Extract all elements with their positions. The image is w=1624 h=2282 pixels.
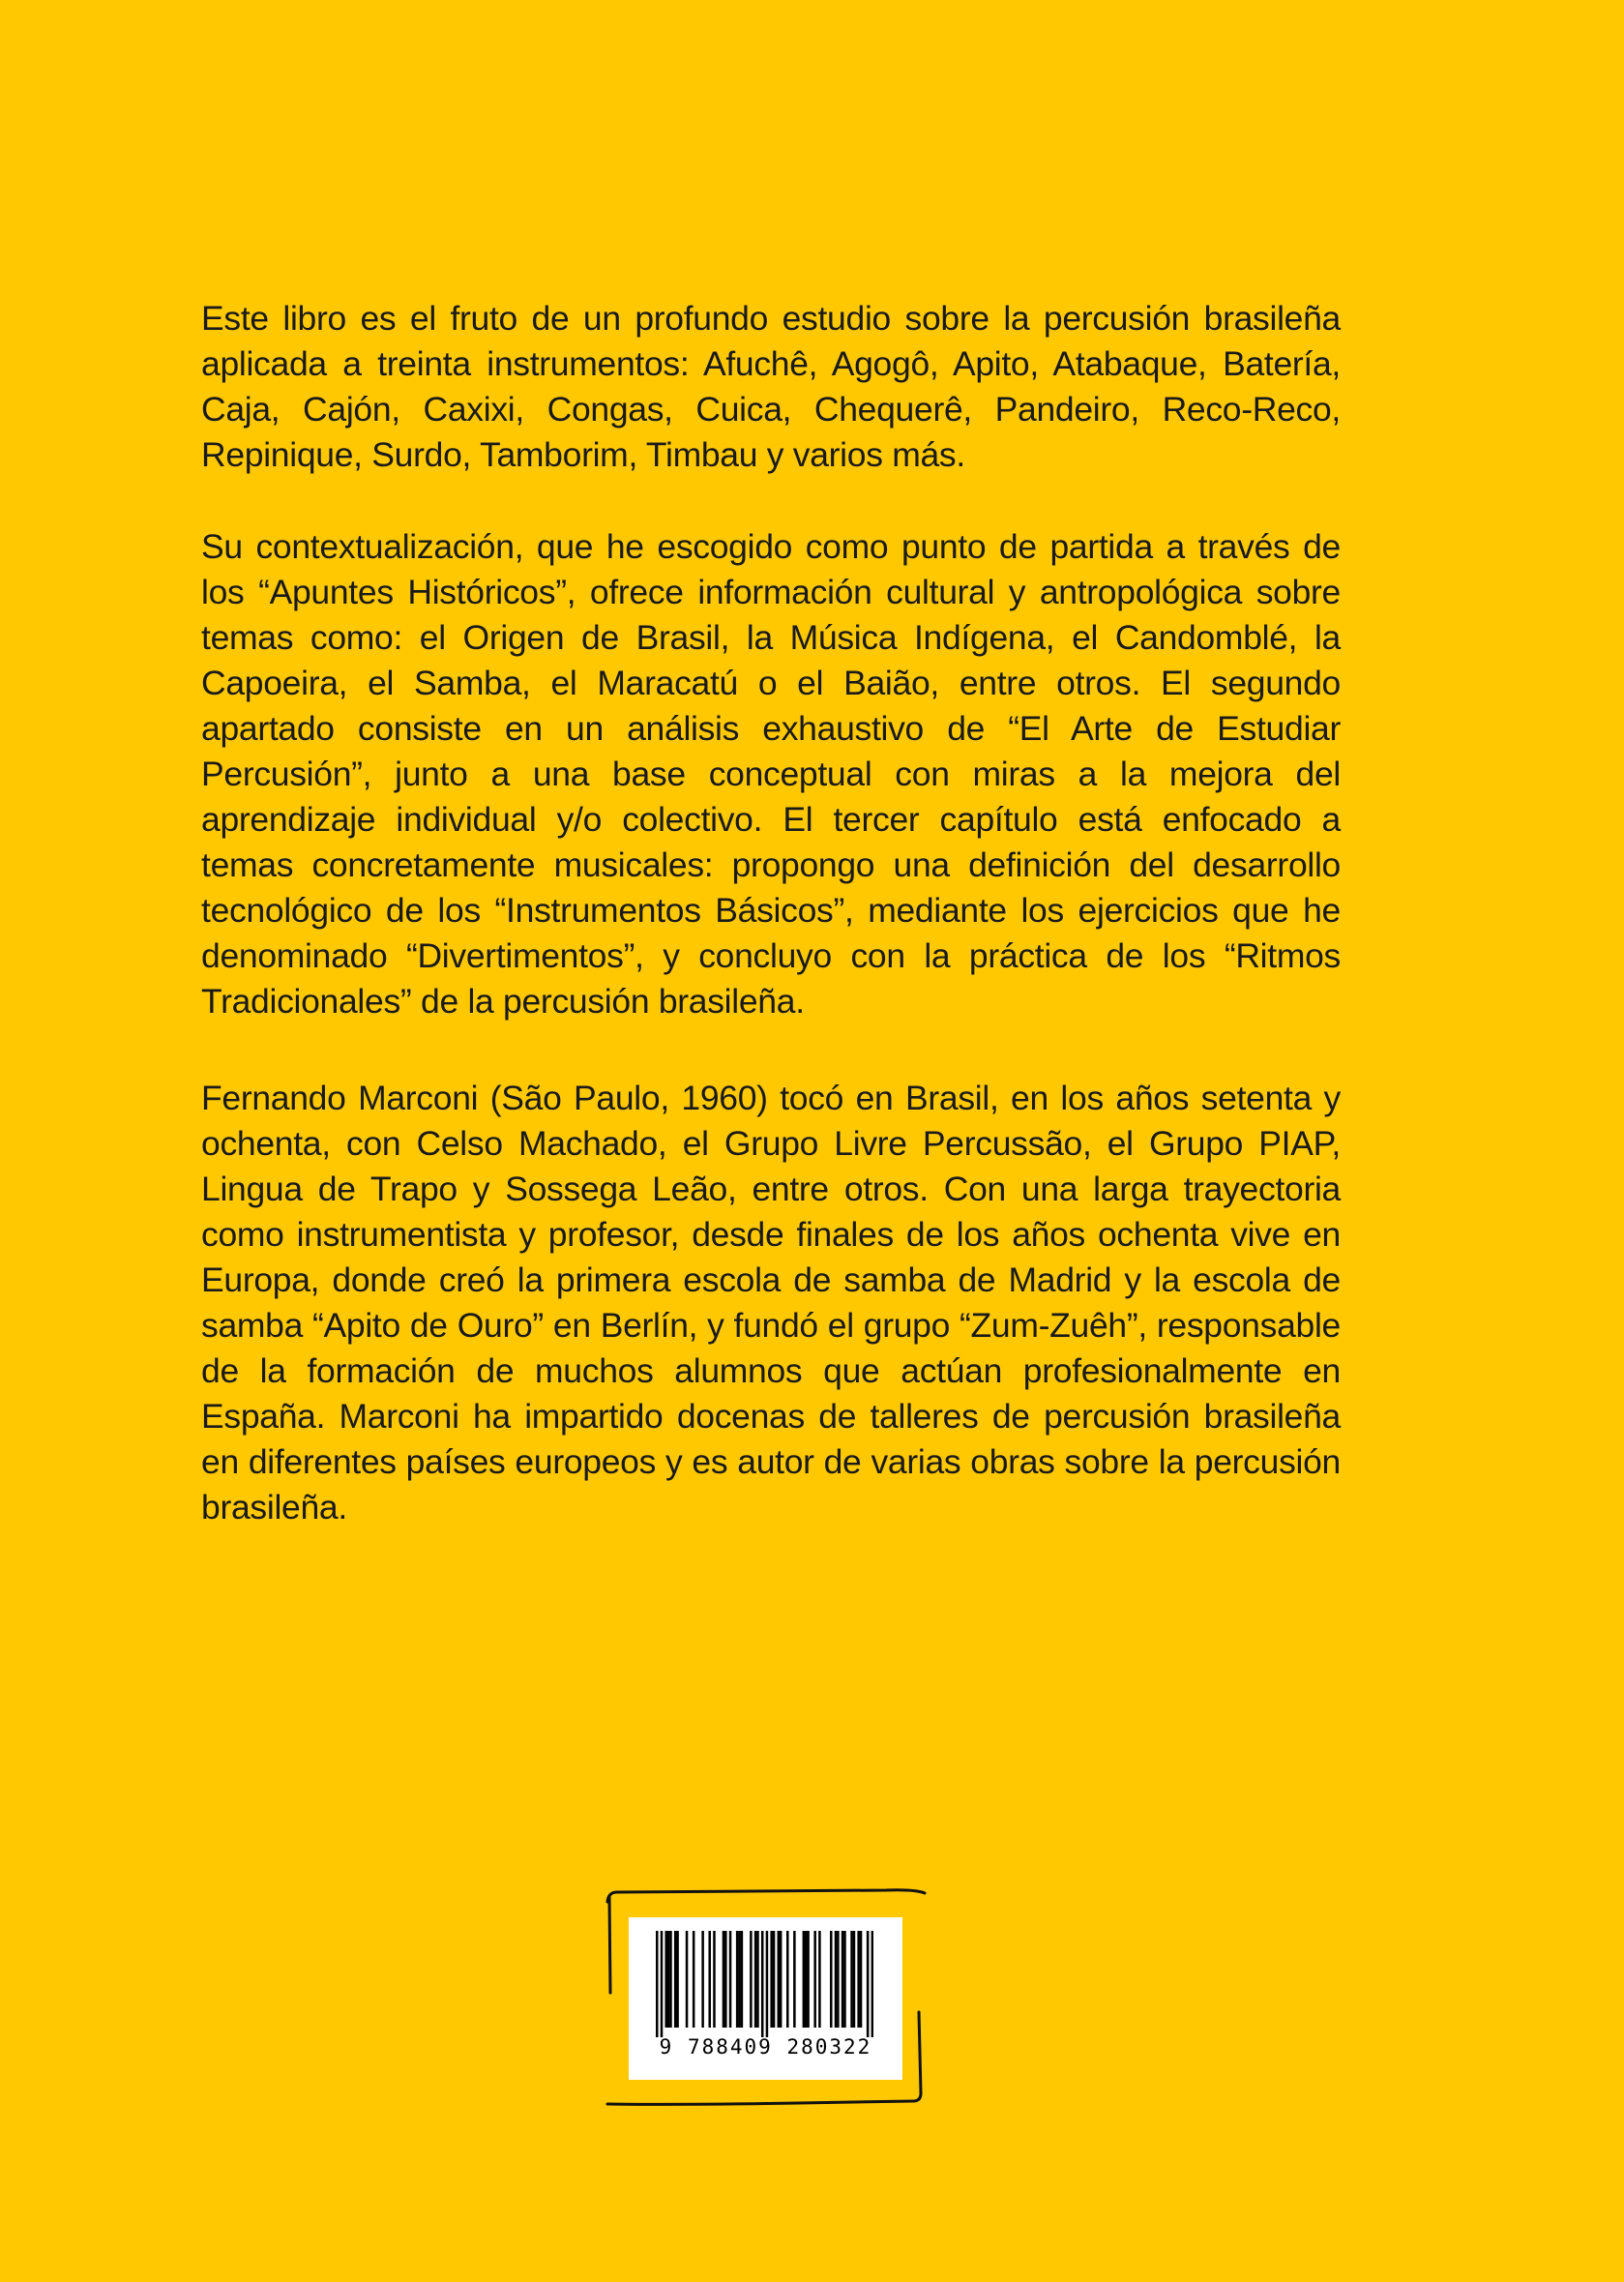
barcode-bar — [724, 1931, 727, 2028]
barcode-bar — [780, 1931, 782, 2028]
barcode-bar — [701, 1931, 704, 2028]
barcode-bar — [853, 1931, 856, 2028]
barcode-bar — [860, 1931, 863, 2028]
paragraph-text: Este libro es el fruto de un profundo estudio sobre la percusión brasileña aplicada a treinta instrumentos: Afuchê, Agogô, Apito, Atabaque, Batería, Caja, Cajón, Caxixi, Congas, Cuica, Chequerê, Pandeiro, Reco-Reco, Repinique, Surdo, Tamborim, Timbau y varios más. — [201, 299, 1341, 474]
barcode-bar — [786, 1931, 789, 2028]
barcode-bar — [708, 1931, 711, 2028]
barcode-bar — [871, 1931, 873, 2037]
barcode-bar — [667, 1931, 670, 2028]
description-paragraph-1 — [201, 296, 1341, 478]
barcode-bar — [818, 1931, 821, 2028]
barcode-bars — [656, 1931, 873, 2037]
barcode-bar — [674, 1931, 677, 2028]
barcode-bar — [867, 1931, 870, 2037]
barcode-bar — [686, 1931, 689, 2028]
barcode-bar — [736, 1931, 739, 2028]
barcode-bar — [669, 1931, 672, 2028]
barcode-bar — [835, 1931, 838, 2028]
barcode-bar — [761, 1931, 764, 2037]
description-paragraph-2 — [201, 524, 1341, 1024]
barcode-bar — [842, 1931, 844, 2028]
barcode-bar — [803, 1931, 806, 2028]
barcode-bar — [837, 1931, 840, 2028]
paragraph-text: Su contextualización, que he escogido como punto de partida a través de los “Apuntes Históricos”, ofrece información cultural y antropológica sobre temas como: el Origen de Brasil, la Música Indígena, el Candomblé, la Capoeira, el Samba, el Maracatú o el Baião, entre otros. El segundo apartado consiste en un análisis exhaustivo de “El Arte de Estudiar Percusión”, junto a una base conceptual con miras a la mejora del aprendizaje individual y/o colectivo. El tercer capítulo está enfocado a temas concretamente musicales: propongo una definición del desarrollo tecnológico de los “Instrumentos Básicos”, mediante los ejercicios que he denominado “Divertimentos”, y concluyo con la práctica de los “Ritmos Tradicionales” de la percusión brasileña. — [201, 527, 1341, 1021]
barcode-bar — [850, 1931, 853, 2028]
barcode-bar — [693, 1931, 695, 2028]
barcode-bar — [741, 1931, 744, 2028]
author-bio-paragraph — [201, 1076, 1341, 1530]
barcode-bar — [723, 1931, 725, 2028]
barcode-bar — [843, 1931, 846, 2028]
barcode-bar — [830, 1931, 833, 2028]
barcode-bar — [778, 1931, 781, 2028]
isbn-number: 9 788409 280322 — [659, 2035, 872, 2059]
barcode-bar — [656, 1931, 659, 2037]
barcode-bar — [793, 1931, 796, 2028]
barcode-bar — [807, 1931, 810, 2028]
paragraph-text: Fernando Marconi (São Paulo, 1960) tocó en Brasil, en los años setenta y ochenta, con Celso Machado, el Grupo Livre Percussão, el Grupo PIAP, Lingua de Trapo y Sossega Leão, entre otros. Con una larga trayectoria como instrumentista y profesor, desde finales de los años ochenta vive en Europa, donde creó la primera escola de samba de Madrid y la escola de samba “Apito de Ouro” en Berlín, y fundó el grupo “Zum-Zuêh”, responsable de la formación de muchos alumnos que actúan profesionalmente en España. Marconi ha impartido docenas de talleres de percusión brasileña en diferentes países europeos y es autor de varias obras sobre la percusión brasileña. — [201, 1079, 1341, 1526]
barcode-bar — [754, 1931, 757, 2028]
barcode-bar — [676, 1931, 679, 2028]
barcode-area — [605, 1886, 927, 2109]
barcode-bar — [713, 1931, 716, 2028]
barcode-bar — [770, 1931, 773, 2028]
barcode-bar — [750, 1931, 753, 2028]
barcode-bar — [773, 1931, 776, 2028]
barcode — [629, 1917, 902, 2080]
barcode-bar — [729, 1931, 732, 2028]
barcode-bar — [813, 1931, 816, 2028]
barcode-bar — [766, 1931, 769, 2037]
barcode-bar — [738, 1931, 741, 2028]
barcode-bar — [664, 1931, 667, 2028]
barcode-bar — [805, 1931, 808, 2028]
barcode-bar — [756, 1931, 759, 2028]
barcode-bar — [857, 1931, 860, 2028]
barcode-bar — [661, 1931, 664, 2037]
